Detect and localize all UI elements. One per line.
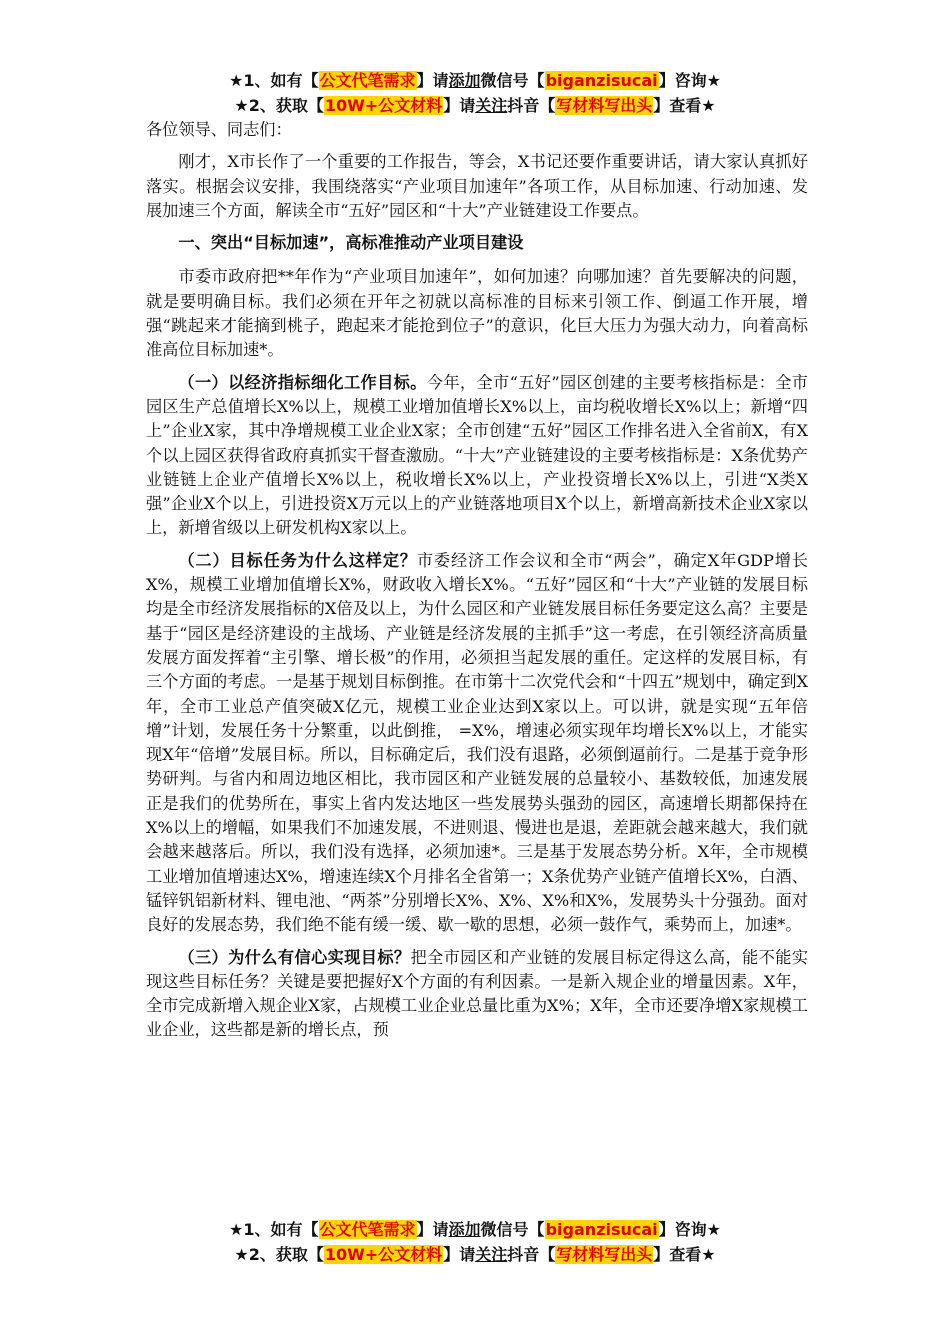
paragraph-2-lead: （二）目标任务为什么这样定？: [178, 550, 417, 570]
promo-text: ★1、如有【: [229, 71, 319, 90]
section-intro-paragraph: 市委市政府把**年作为“产业项目加速年”，如何加速？向哪加速？首先要解决的问题，就是要明确目标。我们必须在开年之初就以高标准的目标来引领工作、倒逼工作开展，增强“跳起来才能摘到桃子，跑起来才能抢到位子”的意识，化巨大压力为强大动力，向着高标准高位目标加速*。: [146, 267, 808, 360]
paragraph-3-body: 把全市园区和产业链的发展目标定得这么高，能不能实现这些目标任务？关键是要把握好X个方面的有利因素。一是新入规企业的增量因素。X年，全市完成新增入规企业X家，占规模工业企业总量比重为X%；X年，全市还要净增X家规模工业企业，这些都是新的增长点，预: [146, 947, 809, 1040]
promo-highlight: 写材料写出头: [556, 1245, 653, 1264]
paragraph-3-lead: （三）为什么有信心实现目标？: [178, 947, 411, 967]
promo-highlight: 公文代笔需求: [319, 71, 416, 90]
promo-highlight: 10W+公文材料: [324, 1245, 443, 1264]
paragraph-3: [146, 946, 808, 1043]
promo-line-2: [0, 93, 950, 118]
promo-text: 微信号【: [480, 71, 545, 90]
promo-text: 】请: [443, 1245, 476, 1264]
promo-text: 微信号【: [480, 1220, 545, 1239]
paragraph-2: [146, 549, 808, 938]
promo-line-2: [0, 1242, 950, 1267]
promo-text: 】咨询★: [658, 71, 721, 90]
promo-banner-top: [0, 68, 950, 118]
promo-highlight: 公文代笔需求: [319, 1220, 416, 1239]
promo-highlight: biganzisucai: [545, 71, 658, 90]
promo-text: 】请: [443, 96, 476, 115]
promo-banner-bottom: [0, 1217, 950, 1267]
paragraph-1: [146, 371, 808, 541]
promo-highlight: 10W+公文材料: [324, 96, 443, 115]
promo-text: 抖音【: [507, 1245, 556, 1264]
promo-text: 】咨询★: [658, 1220, 721, 1239]
promo-text: ★2、获取【: [234, 1245, 324, 1264]
promo-highlight: 写材料写出头: [556, 96, 653, 115]
paragraph-2-body: 市委经济工作会议和全市“两会”，确定X年GDP增长X%，规模工业增加值增长X%，财政收入增长X%。“五好”园区和“十大”产业链的发展目标均是全市经济发展指标的X倍及以上，为什么园区和产业链发展目标任务要定这么高？主要是基于“园区是经济建设的主战场、产业链是经济发展的主抓手”这一考虑，在引领经济高质量发展方面发挥着“主引擎、增长极”的作用，必须担当起发展的重任。定这样的发展目标，有三个方面的考虑。一是基于规划目标倒推。在市第十二次党代会和“十四五”规划中，确定到X年，全市工业总产值突破X亿元，规模工业企业达到X家以上。可以讲，就是实现“五年倍增”计划，发展任务十分繁重，以此倒推， =X%，增速必须实现年均增长X%以上，才能实现X年“倍增”发展目标。所以，目标确定后，我们没有退路，必须倒逼前行。二是基于竞争形势研判。与省内和周边地区相比，我市园区和产业链发展的总量较小、基数较低，加速发展正是我们的优势所在，事实上省内发达地区一些发展势头强劲的园区，高速增长期都保持在X%以上的增幅，如果我们不加速发展，不进则退、慢进也是退，差距就会越来越大，我们就会越来越落后。所以，我们没有选择，必须加速*。三是基于发展态势分析。X年，全市规模工业增加值增速达X%，增速连续X个月排名全省第一；X条优势产业链产值增长X%，白酒、锰锌钒铝新材料、锂电池、“两茶”分别增长X%、X%、X%和X%，发展势头十分强劲。面对良好的发展态势，我们绝不能有缓一缓、歇一歇的思想，必须一鼓作气，乘势而上，加速*。: [146, 550, 808, 935]
promo-text: 】查看★: [653, 96, 716, 115]
document-body: [146, 118, 808, 1051]
promo-text: ★2、获取【: [234, 96, 324, 115]
promo-underlined-text: 关注: [475, 1245, 508, 1264]
promo-text: 】请: [416, 71, 449, 90]
promo-line-1: [0, 68, 950, 93]
intro-paragraph: 刚才，X市长作了一个重要的工作报告，等会，X书记还要作重要讲话，请大家认真抓好落实。根据会议安排，我围绕落实“产业项目加速年”各项工作，从目标加速、行动加速、发展加速三个方面，解读全市“五好”园区和“十大”产业链建设工作要点。: [146, 152, 808, 220]
promo-highlight: biganzisucai: [545, 1220, 658, 1239]
promo-underlined-text: 添加: [448, 1220, 481, 1239]
salutation: 各位领导、同志们：: [146, 120, 292, 139]
promo-line-1: [0, 1217, 950, 1242]
promo-text: ★1、如有【: [229, 1220, 319, 1239]
section-heading: 一、突出“目标加速”，高标准推动产业项目建设: [178, 233, 524, 253]
promo-text: 抖音【: [507, 96, 556, 115]
paragraph-1-lead: （一）以经济指标细化工作目标。: [178, 372, 427, 392]
promo-text: 】查看★: [653, 1245, 716, 1264]
paragraph-1-body: 今年，全市“五好”园区创建的主要考核指标是：全市园区生产总值增长X%以上，规模工业增加值增长X%以上，亩均税收增长X%以上；新增“四上”企业X家，其中净增规模工业企业X家；全市创建“五好”园区工作排名进入全省前X，有X个以上园区获得省政府真抓实干督查激励。“十大”产业链建设的主要考核指标是：X条优势产业链链上企业产值增长X%以上，税收增长X%以上，产业投资增长X%以上，引进“X类X强”企业X个以上，引进投资X万元以上的产业链落地项目X个以上，新增高新技术企业X家以上，新增省级以上研发机构X家以上。: [146, 372, 808, 538]
promo-text: 】请: [416, 1220, 449, 1239]
promo-underlined-text: 关注: [475, 96, 508, 115]
promo-underlined-text: 添加: [448, 71, 481, 90]
